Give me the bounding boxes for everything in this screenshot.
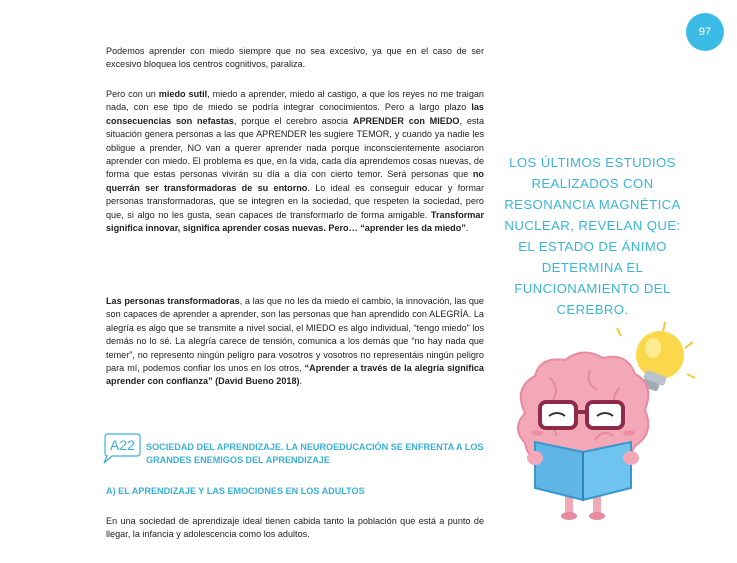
section-title: SOCIEDAD DEL APRENDIZAJE. LA NEUROEDUCACIÓN SE ENFRENTA A LOS GRANDES ENEMIGOS DEL APRENDIZAJE (146, 442, 484, 465)
section-subtitle: A) EL APRENDIZAJE Y LAS EMOCIONES EN LOS ADULTOS (106, 486, 365, 496)
paragraph-2: Pero con un miedo sutil, miedo a aprender, miedo al castigo, a que los reyes no me traigan nada, con ese tipo de miedo se podría integrar conocimientos. Pero a largo plazo las consecuencias son nefastas, porque el cerebro asocia APRENDER con MIEDO, esta situación genera personas a las que APRENDER les sugiere TEMOR, y cuando ya nadie les obligue a prender, NO van a querer aprender nada porque inconscientemente asociaron aprender con miedo. El problema es que, en la vida, cada día aprendemos cosas nuevas, de forma que estas personas vivirán su día a día con cierto temor. Será personas que no querrán ser transformadoras de su entorno. Lo ideal es conseguir educar y formar personas transformadoras, que se integren en la sociedad, que respeten la sociedad, pero que, si algo no les gusta, sean capaces de transformarlo de forma amigable. Transformar significa innovar, significa aprender cosas nuevas. Pero… “aprender les da miedo”. (106, 89, 485, 234)
paragraph-4: En una sociedad de aprendizaje ideal tienen cabida tanto la población que está a punto de llegar, la infancia y adolescencia como los adultos. (106, 516, 484, 540)
page-number-badge: 97 (686, 13, 724, 51)
callout-quote: LOS ÚLTIMOS ESTUDIOS REALIZADOS CON RESONANCIA MAGNÉTICA NUCLEAR, REVELAN QUE: EL ESTADO DE ÁNIMO DETERMINA EL FUNCIONAMIENTO DEL CEREBRO. (504, 155, 681, 317)
paragraph-1: Podemos aprender con miedo siempre que no sea excesivo, ya que en el caso de ser excesivo bloquea los centros cognitivos, paraliza. (106, 46, 484, 70)
a22-speech-bubble-icon (100, 433, 140, 463)
paragraph-3: Las personas transformadoras, a las que no les da miedo el cambio, la innovación, las que son capaces de aprender a aprender, son las personas que han aprendido con ALEGRÍA. La alegría es algo que se transmite a nivel social, el MIEDO es algo individual, “tengo miedo” los demás no lo sé. La alegría carece de tensión, comunica a los demás que “no hay nada que temer”, no represento ningún peligro para vosotros y vosotros no representáis ningún peligro para mí, podemos confiar los unos en los otros, “Aprender a través de la alegría significa aprender con confianza” (David Bueno 2018). (106, 296, 484, 387)
svg-text:A22: A22 (110, 437, 135, 453)
brain-reading-book-illustration (495, 318, 705, 528)
section-heading (100, 433, 490, 473)
